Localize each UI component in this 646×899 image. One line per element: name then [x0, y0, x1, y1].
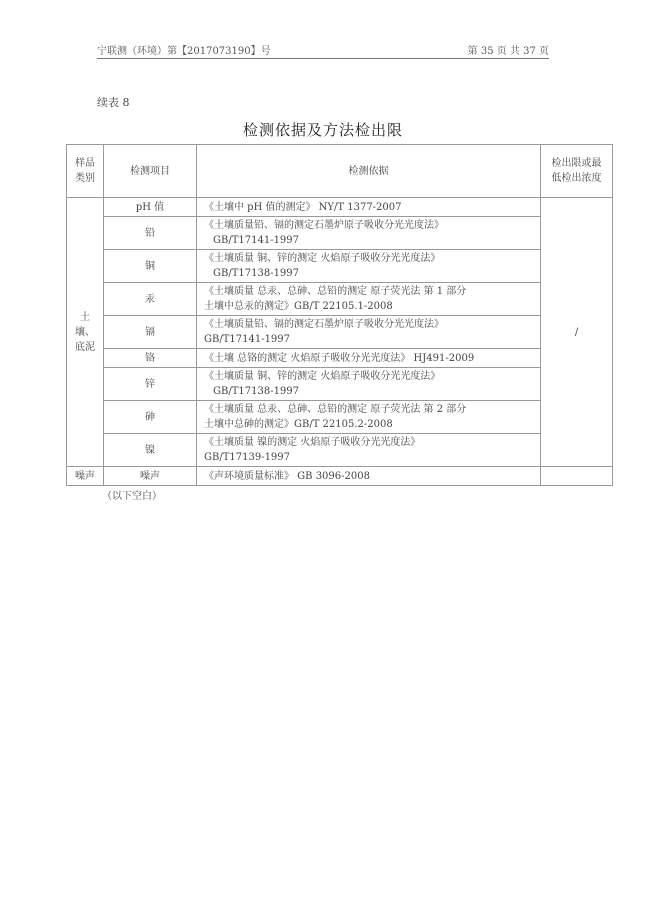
basis-cell: 《土壤质量铅、镉的测定石墨炉原子吸收分光光度法》 GB/T17141-1997: [197, 316, 541, 349]
table-row: [67, 368, 613, 401]
limit-cell: /: [541, 198, 613, 467]
item-cell: 镍: [104, 434, 197, 467]
item-cell: 砷: [104, 401, 197, 434]
header-item: 检测项目: [104, 145, 197, 198]
continued-label: 续表 8: [97, 96, 130, 109]
category-soil: 土 壤、 底泥: [67, 198, 104, 467]
table-row: [67, 250, 613, 283]
table-title: 检测依据及方法检出限: [242, 121, 403, 139]
table-row: [67, 349, 613, 368]
item-cell: 铅: [104, 217, 197, 250]
page-header: [97, 42, 549, 58]
table-row: [67, 316, 613, 349]
item-cell: 铜: [104, 250, 197, 283]
item-cell: pH 值: [104, 198, 197, 217]
table-row: [67, 401, 613, 434]
item-cell: 镉: [104, 316, 197, 349]
header-category: 样品 类别: [67, 145, 104, 198]
header-rule: [97, 58, 549, 59]
table-header-row: [67, 145, 613, 198]
table-row: [67, 283, 613, 316]
basis-cell: 《土壤中 pH 值的测定》 NY/T 1377-2007: [197, 198, 541, 217]
table-row: [67, 217, 613, 250]
table-row: [67, 198, 613, 217]
category-noise: 噪声: [67, 467, 104, 486]
limit-cell-empty: [541, 467, 613, 486]
table-row: [67, 434, 613, 467]
header-limit: 检出限或最 低检出浓度: [541, 145, 613, 198]
basis-cell: 《土壤质量 铜、锌的测定 火焰原子吸收分光光度法》 GB/T17138-1997: [197, 368, 541, 401]
basis-cell: 《土壤质量 总汞、总砷、总铅的测定 原子荧光法 第 1 部分 土壤中总汞的测定》GB/T 22105.1-2008: [197, 283, 541, 316]
item-cell: 汞: [104, 283, 197, 316]
item-cell: 锌: [104, 368, 197, 401]
item-cell: 铬: [104, 349, 197, 368]
header-basis: 检测依据: [197, 145, 541, 198]
table-row-noise: [67, 467, 613, 486]
footer-note: （以下空白）: [102, 491, 162, 502]
page-number: 第 35 页 共 37 页: [467, 46, 549, 57]
basis-cell: 《声环境质量标准》 GB 3096-2008: [197, 467, 541, 486]
basis-cell: 《土壤质量 镍的测定 火焰原子吸收分光光度法》 GB/T17139-1997: [197, 434, 541, 467]
basis-cell: 《土壤 总铬的测定 火焰原子吸收分光光度法》 HJ491-2009: [197, 349, 541, 368]
item-cell: 噪声: [104, 467, 197, 486]
basis-cell: 《土壤质量 总汞、总砷、总铅的测定 原子荧光法 第 2 部分 土壤中总砷的测定》GB/T 22105.2-2008: [197, 401, 541, 434]
report-number: 宁联测（环境）第【2017073190】号: [97, 46, 271, 57]
basis-cell: 《土壤质量铅、镉的测定石墨炉原子吸收分光光度法》 GB/T17141-1997: [197, 217, 541, 250]
basis-cell: 《土壤质量 铜、锌的测定 火焰原子吸收分光光度法》 GB/T17138-1997: [197, 250, 541, 283]
detection-methods-table: [66, 144, 613, 486]
